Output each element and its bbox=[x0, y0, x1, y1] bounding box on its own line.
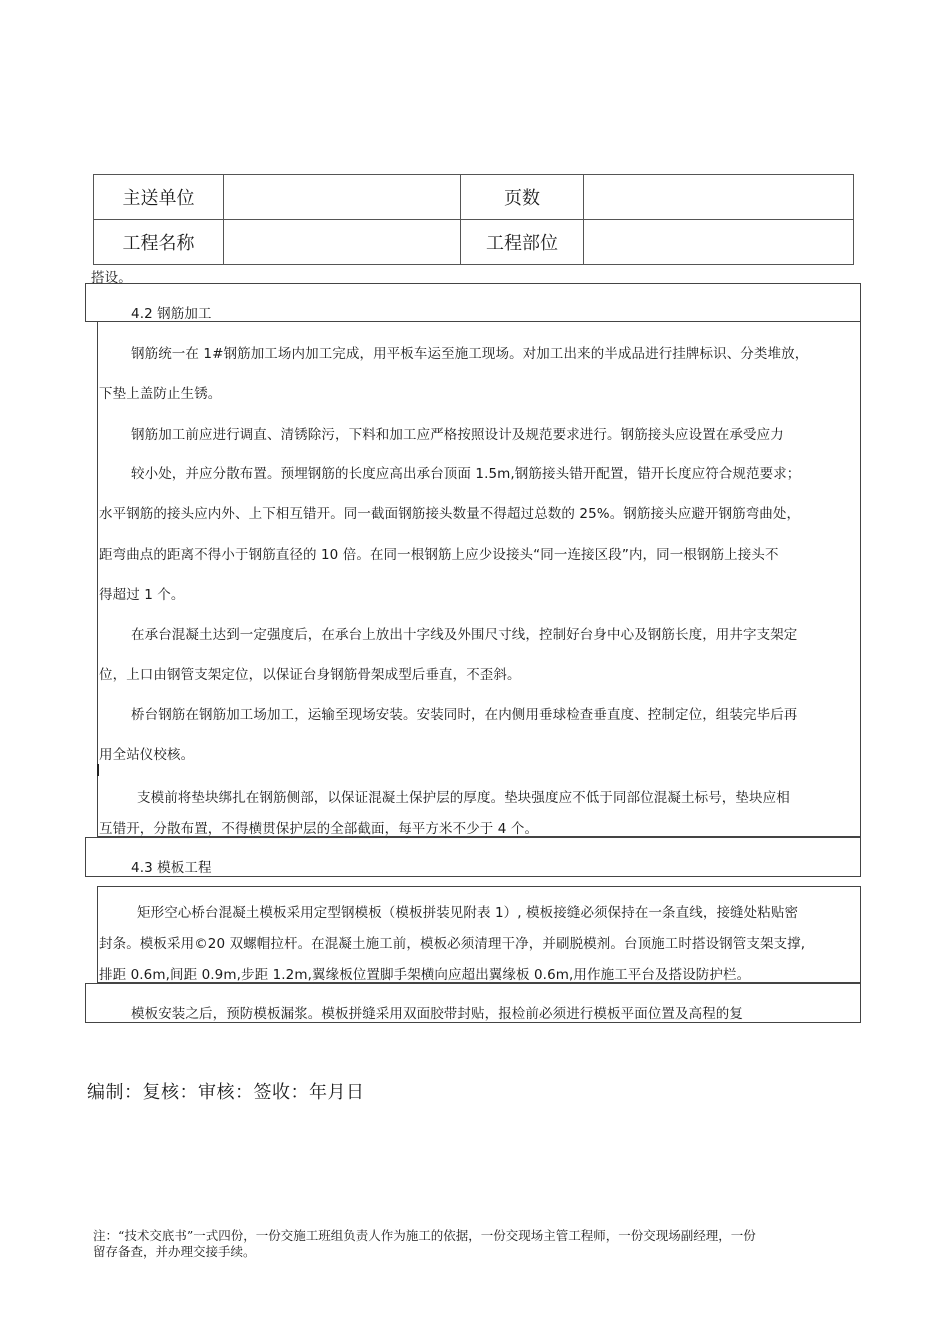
project-name-label: 工程名称 bbox=[94, 220, 224, 265]
left-border-mark bbox=[97, 764, 99, 776]
note-line-2: 留存备查，并办理交接手续。 bbox=[93, 1244, 256, 1259]
para-42-line: 桥台钢筋在钢筋加工场加工，运输至现场安装。安装同时，在内侧用垂球检查垂直度、控制定位，组装完毕后再 bbox=[131, 707, 798, 723]
section-4-3-title: 4.3 模板工程 bbox=[131, 860, 212, 876]
para-42-line: 较小处，并应分散布置。预埋钢筋的长度应高出承台顶面 1.5m,钢筋接头错开配置，错开长度应符合规范要求； bbox=[131, 466, 801, 482]
leftover-text: 搭设。 bbox=[91, 270, 132, 286]
para-42-line: 在承台混凝土达到一定强度后，在承台上放出十字线及外围尺寸线，控制好台身中心及钢筋长度，用井字支架定 bbox=[131, 627, 798, 643]
para-42-line: 用全站仪校核。 bbox=[99, 747, 195, 763]
header-table bbox=[93, 174, 854, 265]
signature-line: 编制：复核：审核：签收：年月日 bbox=[87, 1082, 365, 1103]
project-part-label: 工程部位 bbox=[461, 220, 584, 265]
para-43-line: 排距 0.6m,间距 0.9m,步距 1.2m,翼缘板位置脚手架横向应超出翼缘板 0.6m,用作施工平台及搭设防护栏。 bbox=[99, 967, 751, 983]
para-43-line: 矩形空心桥台混凝土模板采用定型钢模板（模板拼装见附表 1）, 模板接缝必须保持在一条直线，接缝处粘贴密 bbox=[137, 905, 799, 921]
sender-unit-label: 主送单位 bbox=[94, 175, 224, 220]
para-42-line: 支模前将垫块绑扎在钢筋侧部，以保证混凝土保护层的厚度。垫块强度应不低于同部位混凝土标号，垫块应相 bbox=[137, 790, 790, 806]
project-name-value bbox=[224, 220, 461, 265]
page-count-value bbox=[584, 175, 854, 220]
header-row-1 bbox=[94, 175, 854, 220]
para-42-line: 得超过 1 个。 bbox=[99, 587, 185, 603]
para-42-line: 钢筋加工前应进行调直、清锈除污，下料和加工应严格按照设计及规范要求进行。钢筋接头应设置在承受应力 bbox=[131, 427, 784, 443]
header-row-2 bbox=[94, 220, 854, 265]
note-line-1: 注：“技术交底书”一式四份，一份交施工班组负责人作为施工的依据，一份交现场主管工程师，一份交现场副经理，一份 bbox=[93, 1228, 756, 1243]
para-43-line: 封条。模板采用©20 双螺帽拉杆。在混凝土施工前，模板必须清理干净，并刷脱模剂。台顶施工时搭设钢管支架支撑, bbox=[99, 936, 806, 952]
para-42-line: 钢筋统一在 1#钢筋加工场内加工完成，用平板车运至施工现场。对加工出来的半成品进行挂牌标识、分类堆放， bbox=[131, 346, 809, 362]
sender-unit-value bbox=[224, 175, 461, 220]
section-4-2-title: 4.2 钢筋加工 bbox=[131, 306, 212, 322]
para-42-line: 水平钢筋的接头应内外、上下相互错开。同一截面钢筋接头数量不得超过总数的 25%。钢筋接头应避开钢筋弯曲处， bbox=[99, 506, 801, 522]
para-42-line: 位，上口由钢管支架定位，以保证台身钢筋骨架成型后垂直，不歪斜。 bbox=[99, 667, 521, 683]
page-count-label: 页数 bbox=[461, 175, 584, 220]
para-42-line: 互错开，分散布置，不得横贯保护层的全部截面，每平方米不少于 4 个。 bbox=[99, 821, 539, 837]
para-42-line: 距弯曲点的距离不得小于钢筋直径的 10 倍。在同一根钢筋上应少设接头“同一连接区段”内，同一根钢筋上接头不 bbox=[99, 547, 779, 563]
para-43-line: 模板安装之后，预防模板漏浆。模板拼缝采用双面胶带封贴，报检前必须进行模板平面位置及高程的复 bbox=[131, 1006, 743, 1022]
project-part-value bbox=[584, 220, 854, 265]
para-42-line: 下垫上盖防止生锈。 bbox=[99, 386, 222, 402]
